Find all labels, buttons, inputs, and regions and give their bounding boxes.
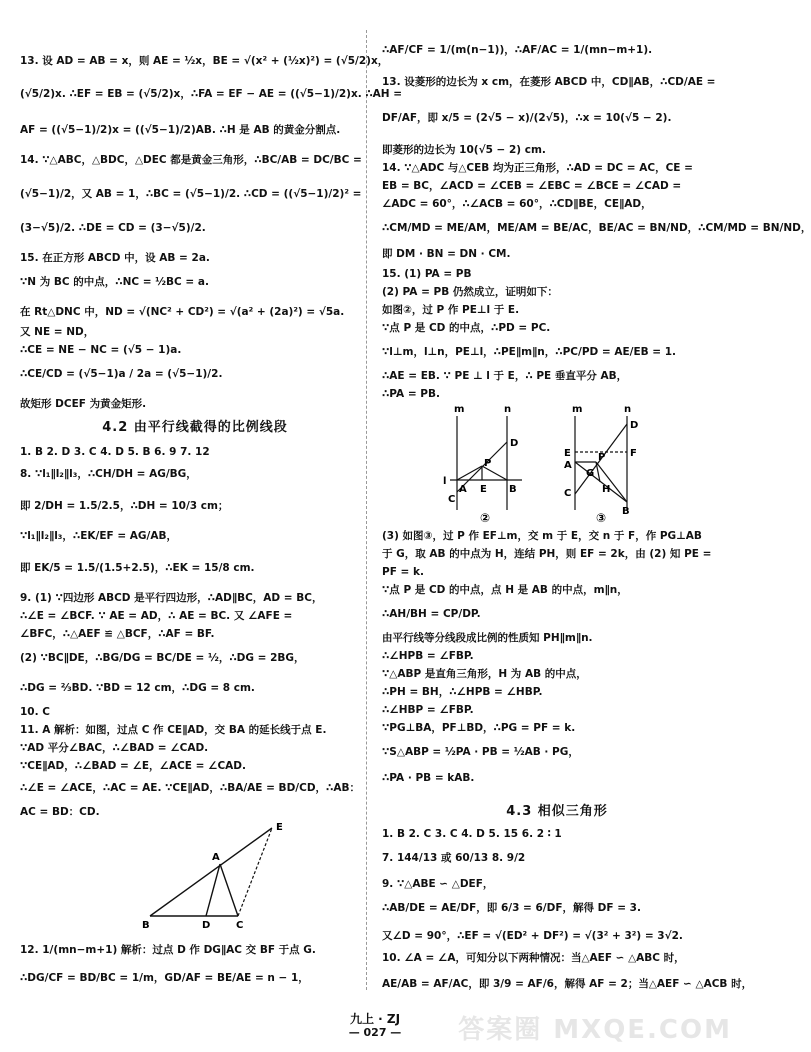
fig3-label-e: E (564, 448, 571, 459)
fig2-segment-pa (457, 466, 482, 480)
fig3-label-p: P (598, 452, 606, 463)
right-line-21: ∴AH/BH = CP/DP. (382, 608, 481, 620)
left-line-23: ∴DG = ⅔BD. ∵BD = 12 cm，∴DG = 8 cm. (20, 682, 255, 694)
footer-grade-label: 九上 · ZJ (349, 1012, 401, 1026)
left-line-28: ∴∠E = ∠ACE，∴AC = AE. ∵CE∥AD，∴BA/AE = BD/CD，∴AB： (20, 782, 360, 794)
left-line-9: 在 Rt△DNC 中，ND = √(NC² + CD²) = √(a² + (2a)²) = √5a. (20, 306, 345, 318)
right-line-32: 9. ∵△ABE ∽ △DEF， (382, 878, 494, 890)
segment-ac (220, 864, 238, 916)
right-line-22: 由平行线等分线段成比例的性质知 PH∥m∥n. (382, 632, 593, 644)
right-line-17: (3) 如图③，过 P 作 EF⊥m，交 m 于 E，交 n 于 F，作 PG⊥AB (382, 530, 702, 542)
fig3-label-d: D (630, 420, 639, 431)
fig3-label-c: C (564, 488, 572, 499)
right-line-14: ∵l⊥m，l⊥n，PE⊥l，∴PE∥m∥n，∴PC/PD = AE/EB = 1. (382, 346, 677, 358)
left-line-18: 即 EK/5 = 1.5/(1.5+2.5)，∴EK = 15/8 cm. (20, 562, 255, 574)
right-line-7: ∠ADC = 60°，∴∠ACB = 60°，∴CD∥BE，CE∥AD， (382, 198, 652, 210)
left-line-6: (3−√5)/2. ∴DE = CD = (3−√5)/2. (20, 222, 206, 234)
segment-be (150, 828, 272, 916)
right-line-18: 于 G，取 AB 的中点为 H，连结 PH，则 EF = 2k，由 (2) 知 PE = (382, 548, 712, 560)
fig2-label-l: l (443, 476, 447, 487)
right-line-36: AE/AB = AF/AC，即 3/9 = AF/6，解得 AF = 2；当△AEF ∽ △ACB 时， (382, 978, 753, 990)
fig3-label-b: B (622, 506, 630, 517)
right-line-28: ∵S△ABP = ½PA · PB = ½AB · PG， (382, 746, 579, 758)
left-line-30: 12. 1/(mn−m+1) 解析：过点 D 作 DG∥AC 交 BF 于点 G. (20, 944, 316, 956)
fig3-label-m: m (572, 404, 583, 415)
right-line-11: (2) PA = PB 仍然成立，证明如下： (382, 286, 558, 298)
left-line-1: 13. 设 AD = AB = x，则 AE = ½x，BE = √(x² + (½x)²) = (√5/2)x， (20, 55, 389, 67)
right-line-16: ∴PA = PB. (382, 388, 440, 400)
section-title-4-3: 4.3 相似三角形 (506, 804, 608, 819)
fig3-label-a: A (564, 460, 572, 471)
label-c: C (236, 920, 244, 931)
left-line-2: (√5/2)x. ∴EF = EB = (√5/2)x，∴FA = EF − AE = ((√5−1)/2)x. ∴AH = (20, 88, 403, 100)
right-line-1: ∴AF/CF = 1/(m(n−1))，∴AF/AC = 1/(mn−m+1). (382, 44, 653, 56)
left-line-24: 10. C (20, 706, 50, 718)
fig3-label-h: H (602, 484, 611, 495)
right-line-25: ∴PH = BH，∴∠HPB = ∠HBP. (382, 686, 543, 698)
left-line-14: 1. B 2. D 3. C 4. D 5. B 6. 9 7. 12 (20, 446, 210, 458)
page-number: — 027 — (348, 1026, 402, 1039)
fig2-label-b: B (509, 484, 517, 495)
fig3-label-f: F (630, 448, 637, 459)
right-line-9: 即 DM · BN = DN · CM. (382, 248, 511, 260)
label-d: D (202, 920, 211, 931)
left-line-26: ∵AD 平分∠BAC，∴∠BAD = ∠CAD. (20, 742, 209, 754)
left-line-11: ∴CE = NE − NC = (√5 − 1)a. (20, 344, 182, 356)
right-line-34: 又∠D = 90°，∴EF = √(ED² + DF²) = √(3² + 3²) = 3√2. (382, 930, 683, 942)
left-line-15: 8. ∵l₁∥l₂∥l₃，∴CH/DH = AG/BG， (20, 468, 197, 480)
fig2-label-d: D (510, 438, 519, 449)
left-line-20: ∴∠E = ∠BCF. ∵ AE = AD，∴ AE = BC. 又 ∠AFE = (20, 610, 293, 622)
right-line-19: PF = k. (382, 566, 424, 578)
right-line-5: 14. ∵△ADC 与△CEB 均为正三角形，∴AD = DC = AC，CE = (382, 162, 693, 174)
right-line-15: ∴AE = EB. ∵ PE ⊥ l 于 E，∴ PE 垂直平分 AB， (382, 370, 628, 382)
label-a: A (212, 852, 220, 863)
right-line-13: ∵点 P 是 CD 的中点，∴PD = PC. (382, 322, 551, 334)
figure-3 (560, 402, 670, 524)
left-line-25: 11. A 解析：如图，过点 C 作 CE∥AD，交 BA 的延长线于点 E. (20, 724, 327, 736)
fig3-label-n: n (624, 404, 632, 415)
right-line-12: 如图②，过 P 作 PE⊥l 于 E. (382, 304, 520, 316)
left-line-10: 又 NE = ND， (20, 326, 95, 338)
left-line-19: 9. (1) ∵四边形 ABCD 是平行四边形，∴AD∥BC，AD = BC， (20, 592, 323, 604)
fig2-label-a: A (459, 484, 467, 495)
watermark: 答案圈 MXQE.COM (458, 1015, 732, 1045)
left-line-17: ∵l₁∥l₂∥l₃，∴EK/EF = AG/AB， (20, 530, 178, 542)
right-line-4: 即菱形的边长为 10(√5 − 2) cm. (382, 144, 546, 156)
figure-2 (442, 402, 542, 524)
fig3-caption: ③ (596, 511, 607, 525)
left-line-8: ∵N 为 BC 的中点，∴NC = ½BC = a. (20, 276, 209, 288)
fig2-label-m: m (454, 404, 465, 415)
left-line-16: 即 2/DH = 1.5/2.5，∴DH = 10/3 cm； (20, 500, 229, 512)
right-line-27: ∵PG⊥BA，PF⊥BD，∴PG = PF = k. (382, 722, 576, 734)
fig2-label-n: n (504, 404, 512, 415)
label-e: E (276, 822, 283, 833)
left-line-7: 15. 在正方形 ABCD 中，设 AB = 2a. (20, 252, 210, 264)
right-line-26: ∴∠HBP = ∠FBP. (382, 704, 474, 716)
left-line-22: (2) ∵BC∥DE，∴BG/DG = BC/DE = ½，∴DG = 2BG， (20, 652, 305, 664)
right-line-6: EB = BC，∠ACD = ∠CEB = ∠EBC = ∠BCE = ∠CAD = (382, 180, 682, 192)
right-line-31: 7. 144/13 或 60/13 8. 9/2 (382, 852, 526, 864)
fig3-label-g: G (586, 468, 595, 479)
left-line-3: AF = ((√5−1)/2)x = ((√5−1)/2)AB. ∴H 是 AB 的黄金分割点. (20, 124, 341, 136)
right-line-29: ∴PA · PB = kAB. (382, 772, 475, 784)
triangle-figure (140, 820, 310, 930)
section-title-4-2: 4.2 由平行线截得的比例线段 (102, 420, 288, 435)
left-line-12: ∴CE/CD = (√5−1)a / 2a = (√5−1)/2. (20, 368, 223, 380)
right-line-33: ∴AB/DE = AE/DF，即 6/3 = 6/DF，解得 DF = 3. (382, 902, 641, 914)
left-line-5: (√5−1)/2，又 AB = 1，∴BC = (√5−1)/2. ∴CD = ((√5−1)/2)² = (20, 188, 362, 200)
label-b: B (142, 920, 150, 931)
left-line-4: 14. ∵△ABC，△BDC，△DEC 都是黄金三角形，∴BC/AB = DC/BC = (20, 154, 362, 166)
right-line-20: ∵点 P 是 CD 的中点，点 H 是 AB 的中点，m∥n， (382, 584, 628, 596)
left-line-27: ∵CE∥AD，∴∠BAD = ∠E，∠ACE = ∠CAD. (20, 760, 247, 772)
left-line-31: ∴DG/CF = BD/BC = 1/m，GD/AF = BE/AE = n − 1， (20, 972, 309, 984)
right-line-35: 10. ∠A = ∠A，可知分以下两种情况：当△AEF ∽ △ABC 时， (382, 952, 685, 964)
right-line-10: 15. (1) PA = PB (382, 268, 472, 280)
fig2-label-c: C (448, 494, 456, 505)
right-line-3: DF/AF，即 x/5 = (2√5 − x)/(2√5)，∴x = 10(√5 − 2). (382, 112, 672, 124)
right-line-23: ∴∠HPB = ∠FBP. (382, 650, 474, 662)
right-line-24: ∵△ABP 是直角三角形，H 为 AB 的中点， (382, 668, 587, 680)
left-line-29: AC = BD：CD. (20, 806, 100, 818)
segment-ad (206, 864, 220, 916)
fig2-label-e: E (480, 484, 487, 495)
right-line-30: 1. B 2. C 3. C 4. D 5. 15 6. 2 ∶ 1 (382, 828, 562, 840)
left-line-13: 故矩形 DCEF 为黄金矩形. (20, 398, 147, 410)
segment-ce (238, 828, 272, 916)
left-line-21: ∠BFC，∴△AEF ≌ △BCF，∴AF = BF. (20, 628, 215, 640)
fig2-label-p: P (484, 458, 492, 469)
right-line-2: 13. 设菱形的边长为 x cm，在菱形 ABCD 中，CD∥AB，∴CD/AE = (382, 76, 716, 88)
right-line-8: ∴CM/MD = ME/AM，ME/AM = BE/AC，BE/AC = BN/ND，∴CM/MD = BN/ND， (382, 222, 811, 234)
fig2-caption: ② (480, 511, 491, 525)
